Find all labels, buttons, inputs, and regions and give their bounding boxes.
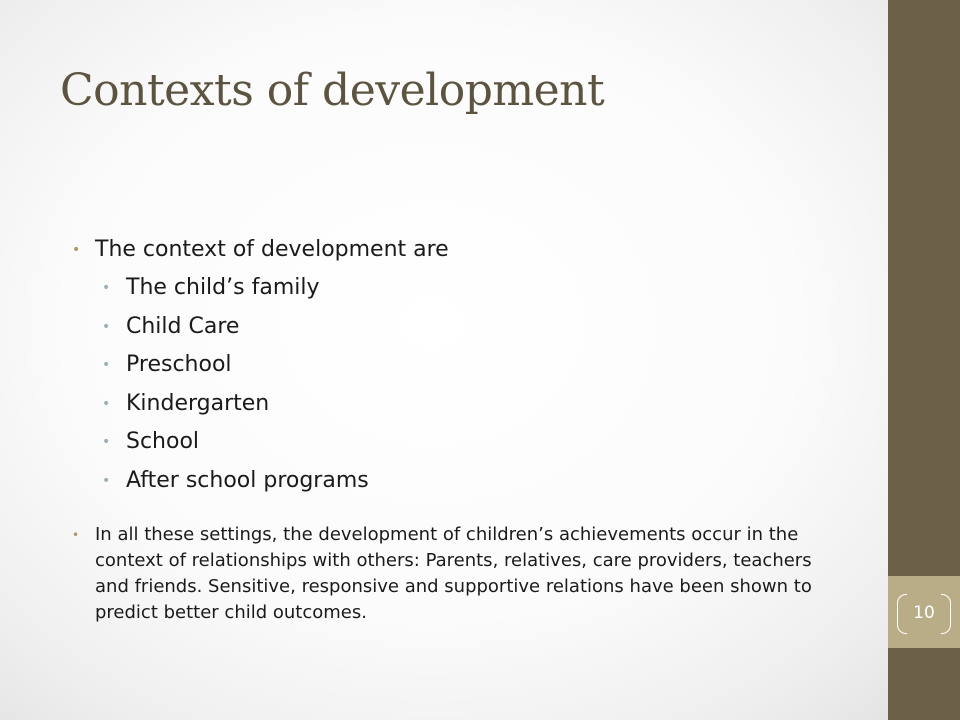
bullet-text: The context of development are bbox=[95, 237, 449, 262]
subbullet-item-family bbox=[72, 269, 862, 308]
subbullet-item-school bbox=[72, 423, 862, 462]
bullet-item-settings-paragraph bbox=[72, 522, 830, 626]
subbullet-item-kindergarten bbox=[72, 385, 862, 424]
subbullet-icon: • bbox=[102, 434, 111, 450]
slide-body bbox=[72, 231, 862, 626]
subbullet-item-after-school bbox=[72, 462, 862, 501]
slide-title: Contexts of development bbox=[60, 65, 605, 116]
subbullet-text: The child’s family bbox=[126, 275, 320, 300]
bullet-icon: • bbox=[72, 242, 81, 258]
subbullet-item-child-care bbox=[72, 308, 862, 347]
subbullet-icon: • bbox=[102, 357, 111, 373]
subbullet-icon: • bbox=[102, 318, 111, 335]
slide-number: 10 bbox=[913, 603, 935, 623]
subbullet-text: Child Care bbox=[126, 313, 240, 339]
paragraph-text: In all these settings, the development of children’s achievements occur in the context of relationships with others: Parents, relatives, care providers, teachers and friends. Sensitive, responsive and supportive relations have been shown to predict better child outcomes. bbox=[95, 524, 812, 623]
subbullet-icon: • bbox=[102, 280, 111, 296]
subbullet-icon: • bbox=[102, 395, 111, 412]
subbullet-text: School bbox=[126, 429, 200, 454]
subbullet-text: After school programs bbox=[126, 467, 369, 493]
subbullet-icon: • bbox=[102, 472, 111, 489]
subbullet-text: Preschool bbox=[126, 352, 232, 377]
bullet-item-context bbox=[72, 231, 862, 269]
subbullet-text: Kindergarten bbox=[126, 390, 270, 416]
subbullet-item-preschool bbox=[72, 346, 862, 385]
bullet-icon: • bbox=[72, 528, 80, 542]
